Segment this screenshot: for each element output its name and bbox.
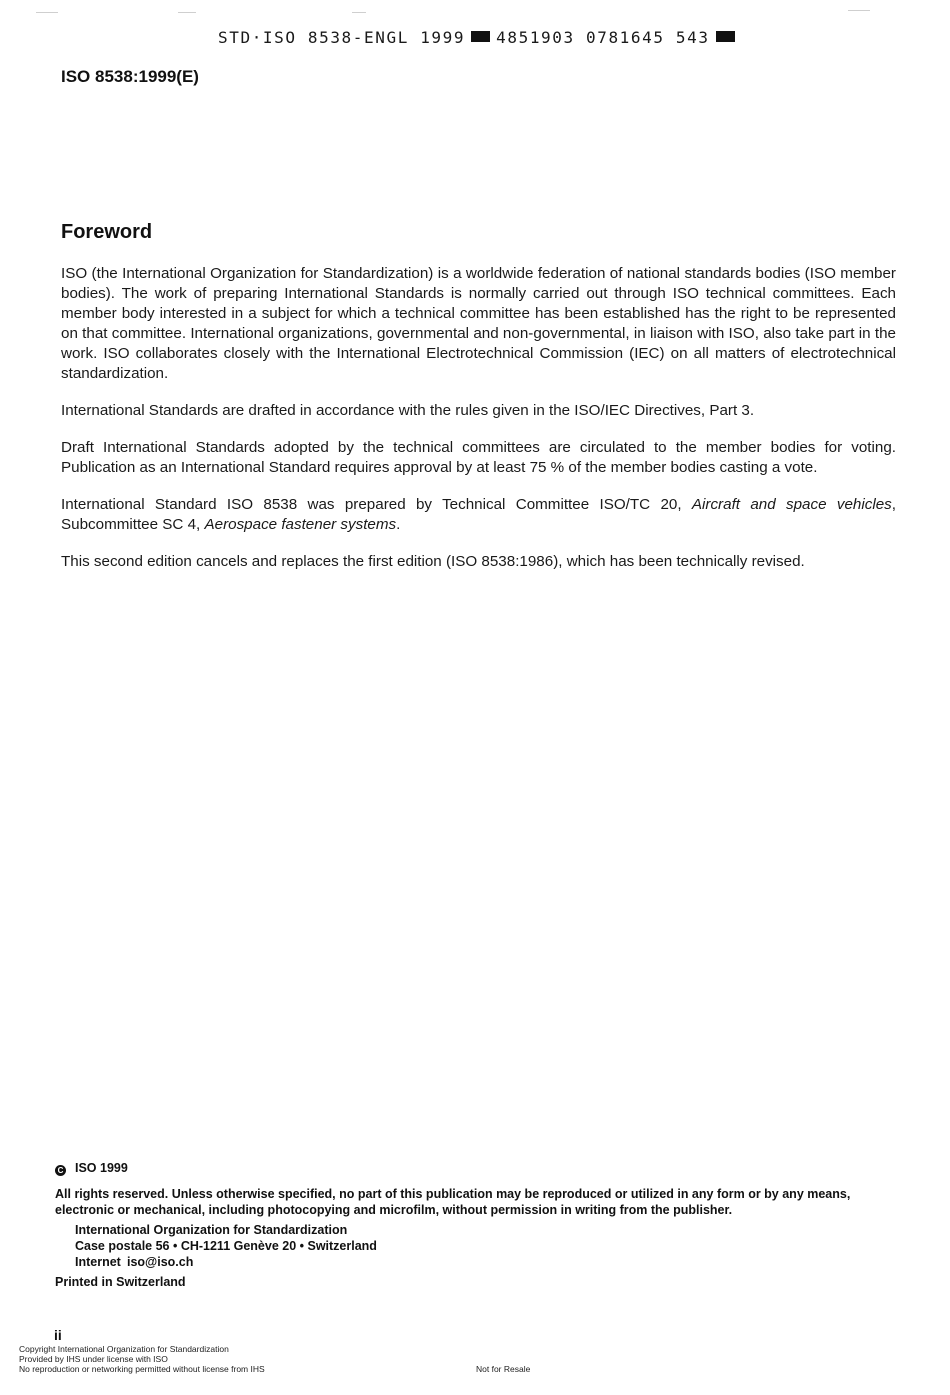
foreword-paragraph-1: ISO (the International Organization for Standardization) is a worldwide federation of national standards bodies (ISO member bodies). The work of preparing International Standards is normally carried out through ISO technical committees. Each member body interested in a subject for which a technical committee has been established has the right to be represented on that committee. International organizations, governmental and non-governmental, in liaison with ISO, also take part in the work. ISO collaborates closely with the International Electrotechnical Commission (IEC) on all matters of electrotechnical standardization. — [61, 265, 896, 382]
foreword-paragraph-5: This second edition cancels and replaces the first edition (ISO 8538:1986), which has been technically revised. — [61, 553, 805, 570]
copyright-icon: C — [55, 1165, 66, 1176]
redaction-block — [716, 31, 735, 42]
internet-label: Internet — [75, 1255, 121, 1269]
std-code-left: STD·ISO 8538-ENGL 1999 — [218, 28, 466, 47]
foreword-body — [61, 264, 896, 589]
footer-line-2: Provided by IHS under license with ISO — [19, 1354, 168, 1364]
spacer — [55, 1176, 905, 1186]
p4-middle: , Subcommittee SC 4, — [61, 496, 896, 533]
p4-subcommittee-title: Aerospace fastener systems — [204, 516, 397, 533]
foreword-paragraph-4 — [61, 495, 896, 535]
std-code-right: 4851903 0781645 543 — [496, 28, 710, 47]
foreword-title: Foreword — [61, 221, 153, 243]
copyright-address: Case postale 56 • CH-1211 Genève 20 • Switzerland — [75, 1239, 377, 1253]
copyright-year: ISO 1999 — [75, 1161, 128, 1175]
foreword-paragraph-2: International Standards are drafted in accordance with the rules given in the ISO/IEC Directives, Part 3. — [61, 402, 755, 419]
copyright-year-line — [55, 1160, 905, 1176]
copyright-block — [55, 1160, 905, 1290]
p4-committee-title: Aircraft and space vehicles — [691, 496, 892, 513]
license-footer — [19, 1344, 265, 1374]
redaction-block — [471, 31, 490, 42]
copyright-org: International Organization for Standardization — [75, 1223, 348, 1237]
std-header-code — [218, 28, 741, 47]
document-id: ISO 8538:1999(E) — [61, 67, 199, 86]
scan-artifact — [352, 12, 366, 13]
footer-line-3: No reproduction or networking permitted without license from IHS — [19, 1364, 265, 1374]
scan-artifact — [36, 12, 58, 13]
footer-line-1: Copyright International Organization for Standardization — [19, 1344, 229, 1354]
copyright-internet — [55, 1254, 905, 1270]
p4-suffix: . — [396, 516, 401, 533]
printed-in: Printed in Switzerland — [55, 1275, 186, 1289]
internet-address: iso@iso.ch — [127, 1255, 194, 1269]
p4-prefix: International Standard ISO 8538 was prepared by Technical Committee ISO/TC 20, — [61, 496, 692, 513]
scan-artifact — [848, 10, 870, 11]
scan-artifact — [178, 12, 196, 13]
not-for-resale: Not for Resale — [476, 1364, 531, 1374]
page-number: ii — [54, 1327, 62, 1343]
foreword-paragraph-3: Draft International Standards adopted by the technical committees are circulated to the member bodies for voting. Publication as an International Standard requires approval by at least 75 % of the member bodies casting a vote. — [61, 439, 896, 476]
copyright-rights: All rights reserved. Unless otherwise specified, no part of this publication may be reproduced or utilized in any form or by any means, electronic or mechanical, including photocopying and microfilm, without permission in writing from the publisher. — [55, 1187, 851, 1217]
